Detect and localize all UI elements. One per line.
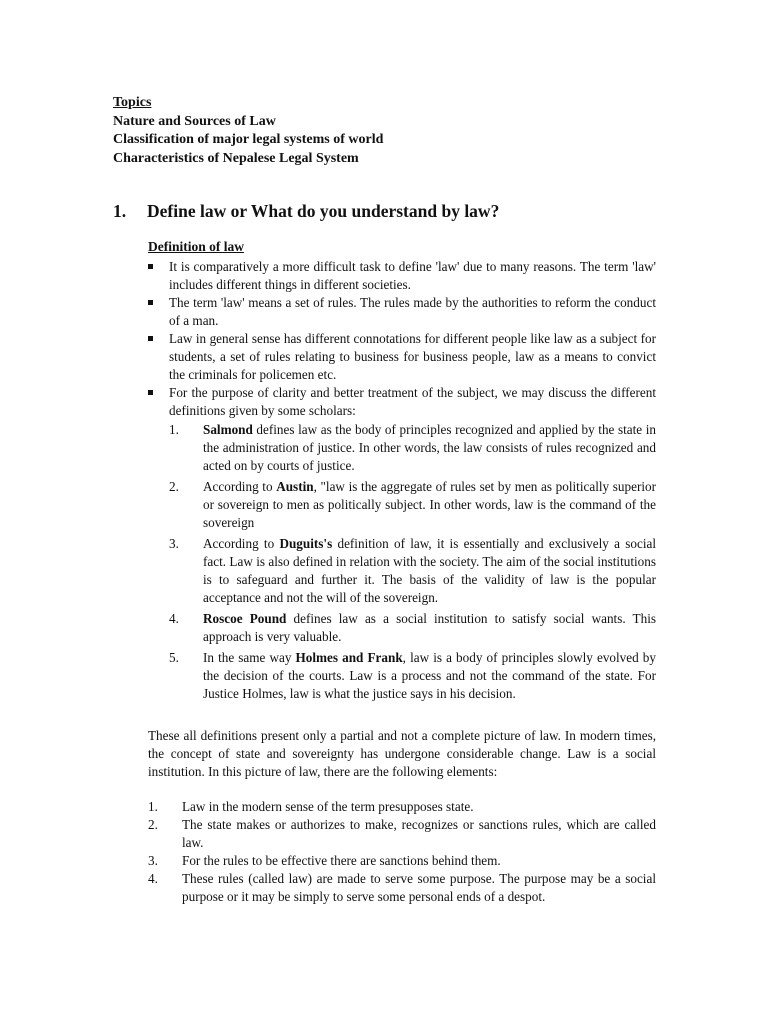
definition-item: [169, 421, 656, 475]
bullet-text: It is comparatively a more difficult task to define 'law' due to many reasons. The term 'law' includes different things in different societies.: [169, 259, 656, 292]
definition-item: [169, 610, 656, 646]
topics-block: [113, 94, 673, 168]
definition-prefix: According to: [203, 536, 280, 551]
bullet-item: [148, 330, 656, 384]
law-elements-list: [148, 798, 656, 906]
question-heading: [113, 200, 673, 222]
topic-item: Nature and Sources of Law: [113, 113, 276, 129]
definition-number: 1.: [169, 422, 179, 437]
scholar-name: Holmes and Frank: [295, 650, 403, 665]
definition-number: 3.: [169, 536, 179, 551]
question-text: Define law or What do you understand by law?: [147, 201, 500, 221]
bullet-item: [148, 294, 656, 330]
bullet-item: [148, 384, 656, 703]
definition-number: 4.: [169, 611, 179, 626]
scholar-name: Duguits's: [279, 536, 333, 551]
definition-text: , "law is the aggregate of rules set by men as politically superior or sovereign to men as politically subject. In other words, law is the command of the sovereign: [203, 479, 656, 530]
bullet-text: The term 'law' means a set of rules. The rules made by the authorities to reform the conduct of a man.: [169, 295, 656, 328]
topic-item: Classification of major legal systems of world: [113, 132, 384, 147]
definition-text: definition of law, it is essentially and exclusively a social fact. Law is also defined in relation with the society. The aim of the social institutions is to safeguard and further it. The basis of the validity of law is the popular acceptance and not the will of the sovereign.: [203, 536, 657, 605]
element-number: 2.: [148, 817, 158, 832]
element-text: The state makes or authorizes to make, recognizes or sanctions rules, which are called law.: [182, 817, 656, 850]
element-item: [148, 798, 656, 816]
bullet-item: [148, 258, 656, 294]
summary-paragraph: These all definitions present only a partial and not a complete picture of law. In modern times, the concept of state and sovereignty has undergone considerable change. Law is a social institution. In this picture of law, there are the following elements:: [148, 728, 656, 779]
definition-item: [169, 649, 656, 703]
element-number: 4.: [148, 871, 158, 886]
definition-item: [169, 478, 656, 532]
topics-label: Topics: [113, 95, 152, 110]
definition-bullet-list: [148, 258, 656, 703]
definition-number: 2.: [169, 479, 179, 494]
scholar-name: Roscoe Pound: [203, 611, 287, 626]
element-item: [148, 816, 656, 852]
definition-text: defines law as the body of principles recognized and applied by the state in the administration of justice. In other words, the law consists of rules recognized and acted on by courts of justice.: [203, 422, 656, 473]
square-bullet-icon: [148, 390, 153, 395]
definition-text: , law is a body of principles slowly evolved by the decision of the courts. Law is a process and not the command of the state. For Justice Holmes, law is what the justice says in his decision.: [203, 650, 656, 701]
element-item: [148, 870, 656, 906]
definition-number: 5.: [169, 650, 179, 665]
scholar-name: Austin: [276, 479, 314, 494]
scholar-definitions-list: [169, 421, 656, 703]
element-number: 1.: [148, 799, 158, 814]
square-bullet-icon: [148, 264, 153, 269]
definition-prefix: According to: [203, 479, 277, 494]
definition-prefix: In the same way: [203, 650, 296, 665]
element-text: These rules (called law) are made to serve some purpose. The purpose may be a social purpose or it may be simply to serve some personal ends of a despot.: [182, 871, 656, 904]
question-number: 1.: [113, 201, 127, 221]
element-item: [148, 852, 656, 870]
bullet-text: Law in general sense has different connotations for different people like law as a subject for students, a set of rules relating to business for business people, law as a means to convict the criminals for policemen etc.: [169, 331, 656, 382]
scholar-name: Salmond: [203, 422, 253, 437]
square-bullet-icon: [148, 300, 153, 305]
element-number: 3.: [148, 853, 158, 868]
definition-text: defines law as a social institution to satisfy social wants. This approach is very valuable.: [203, 611, 656, 644]
definition-heading: Definition of law: [148, 239, 244, 254]
definition-item: [169, 535, 656, 607]
square-bullet-icon: [148, 336, 153, 341]
bullet-text: For the purpose of clarity and better treatment of the subject, we may discuss the different definitions given by some scholars:: [169, 385, 656, 418]
topic-item: Characteristics of Nepalese Legal System: [113, 150, 359, 166]
element-text: Law in the modern sense of the term presupposes state.: [182, 799, 474, 814]
element-text: For the rules to be effective there are sanctions behind them.: [182, 853, 501, 868]
